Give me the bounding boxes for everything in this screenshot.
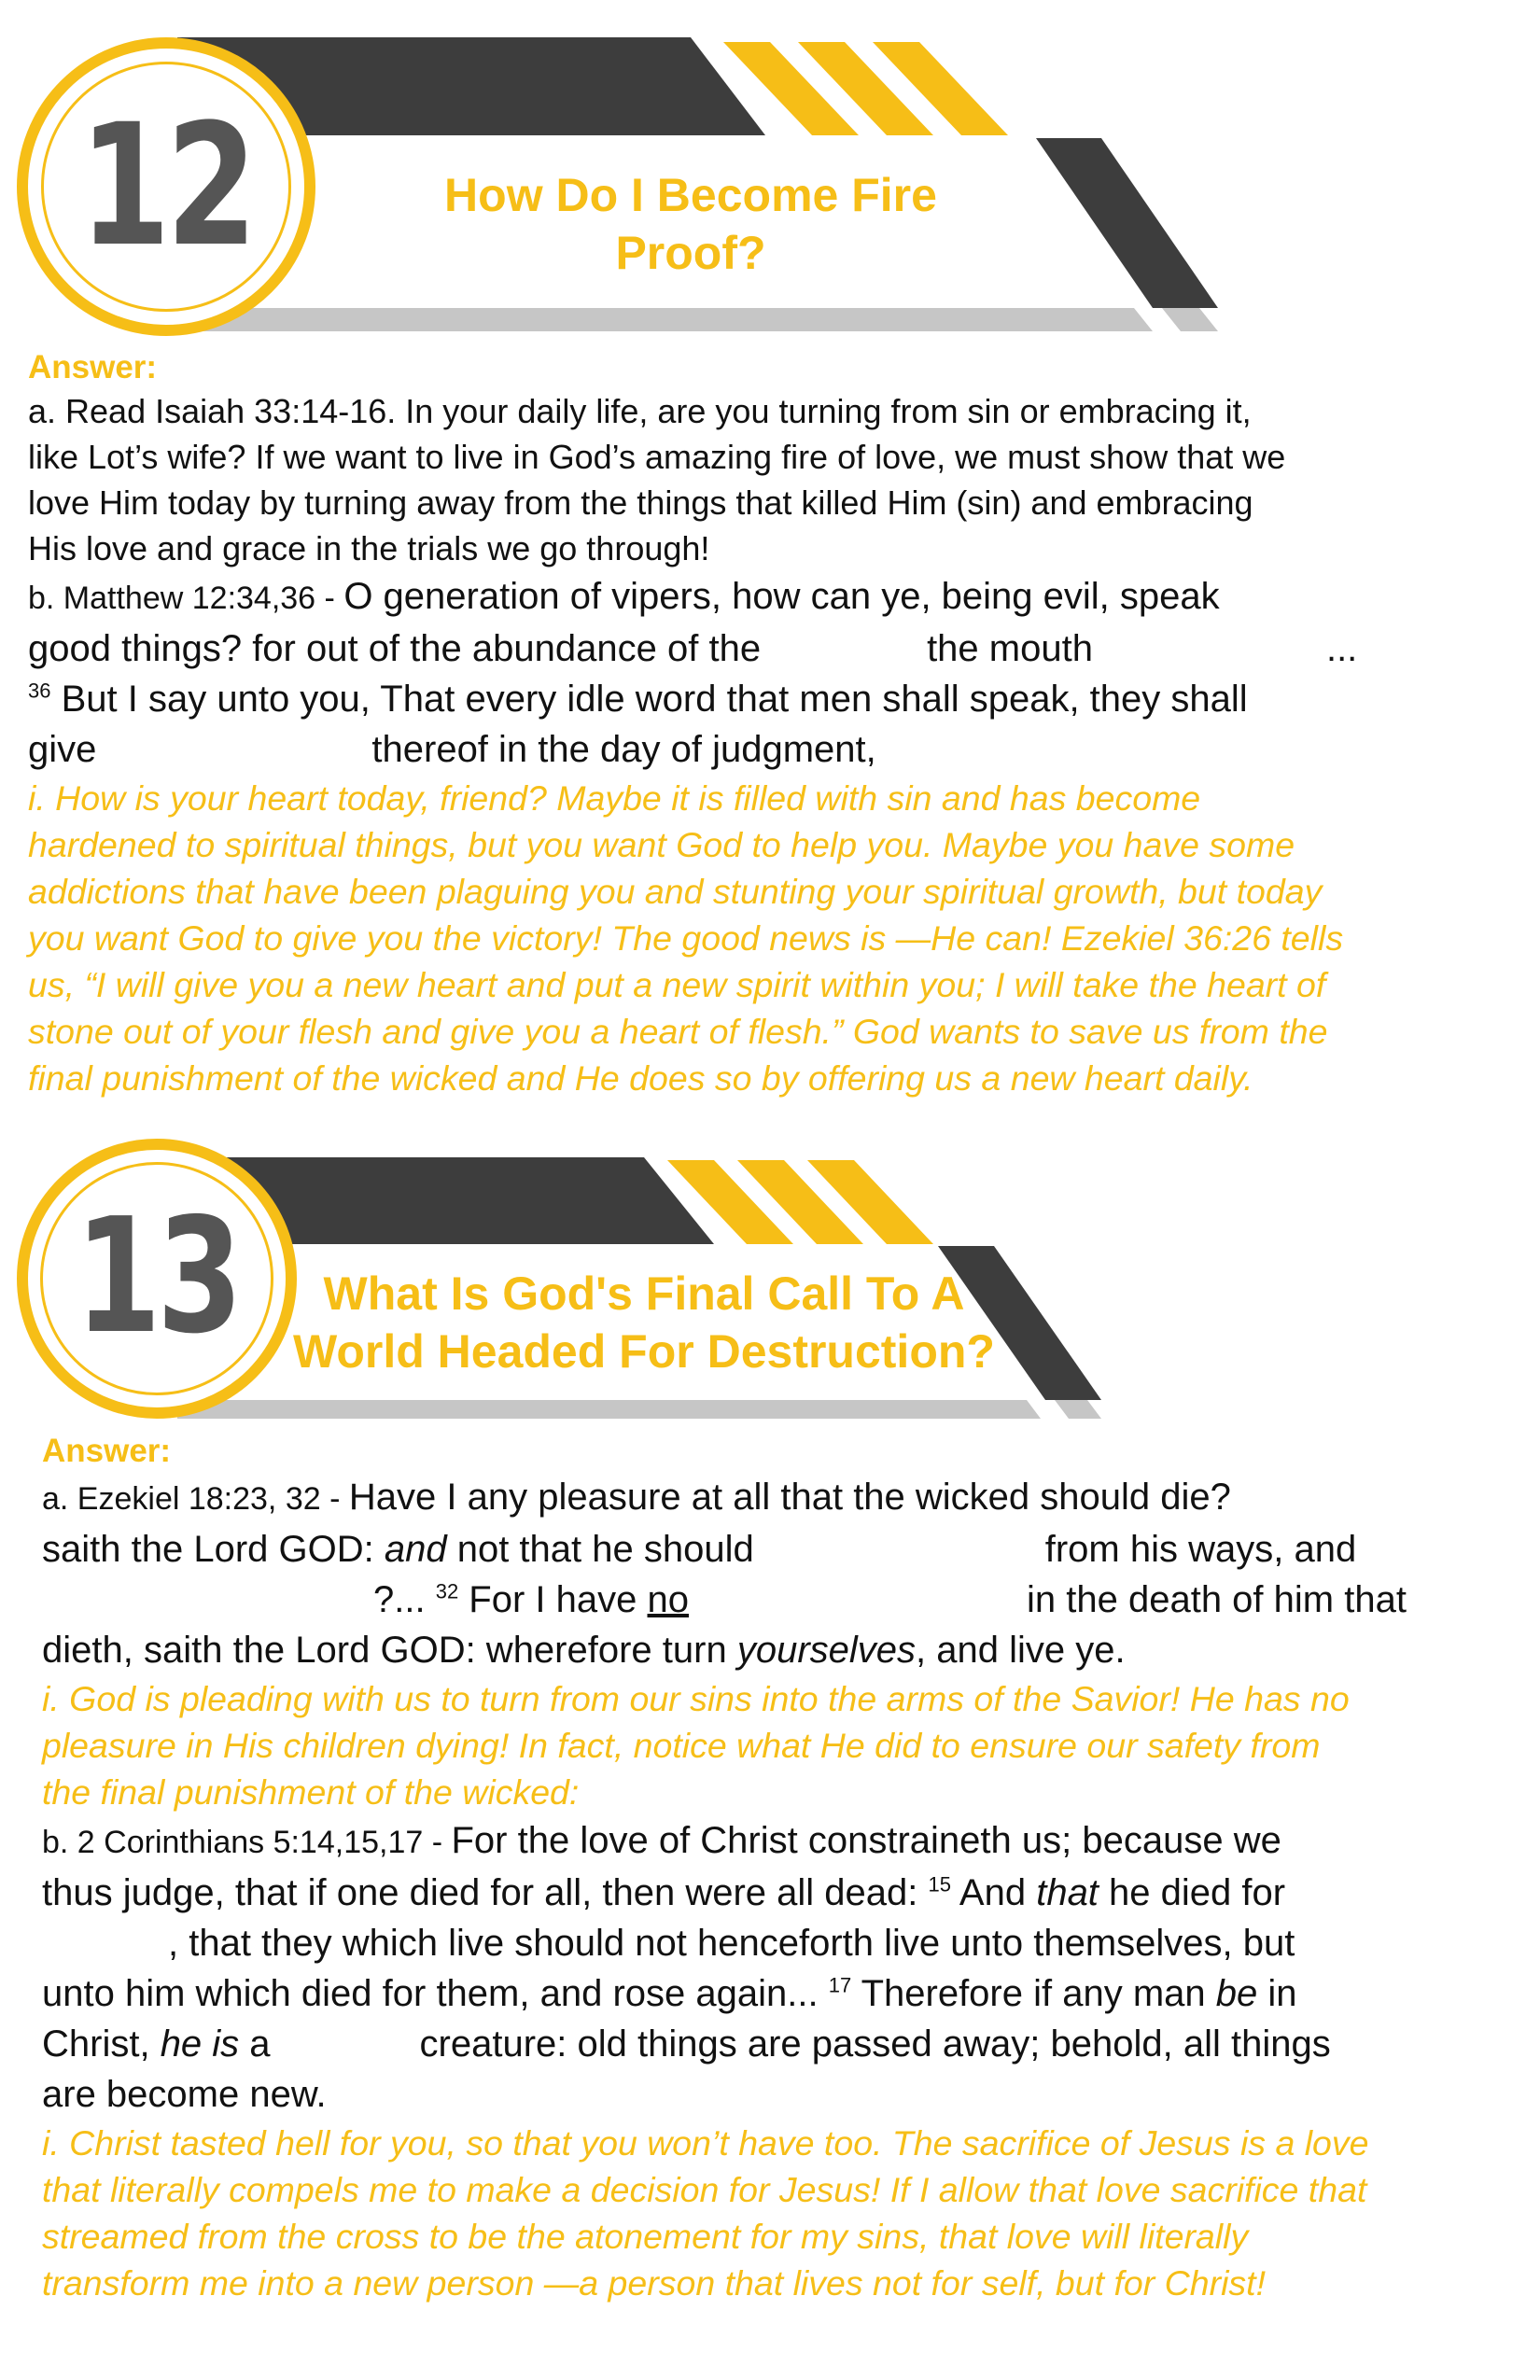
answer-13-b-line-5: Christ, he is a creature: old things are passed away; behold, all things xyxy=(42,2023,1331,2065)
answer-13-a-line-4: dieth, saith the Lord GOD: wherefore turn yourselves, and live ye. xyxy=(42,1630,1126,1671)
question-number-12: 12 xyxy=(78,89,254,284)
commentary-12-line-2: hardened to spiritual things, but you want God to help you. Maybe you have some xyxy=(28,825,1295,864)
verse-number: 15 xyxy=(928,1872,951,1897)
verse-number: 17 xyxy=(828,1973,852,1997)
commentary-12-line-4: you want God to give you the victory! The good news is —He can! Ezekiel 36:26 tells xyxy=(28,918,1344,958)
scripture-ref-ezekiel: a. Ezekiel 18:23, 32 - xyxy=(42,1481,349,1517)
commentary-12 xyxy=(28,775,1521,1101)
answer-12-b-line-2: good things? for out of the abundance of the the mouth ... xyxy=(28,628,1358,669)
question-title-13 xyxy=(271,1265,1017,1380)
question-number-13: 13 xyxy=(75,1184,239,1369)
answer-13-b-line-3: , that they which live should not henceforth live unto themselves, but xyxy=(168,1923,1295,1964)
commentary-13-first-line-2: pleasure in His children dying! In fact, notice what He did to ensure our safety from xyxy=(42,1726,1321,1765)
answer-13-b-line-4: unto him which died for them, and rose again... $^{17}$ Therefore if any man be in xyxy=(42,1973,1297,2014)
question-title-12 xyxy=(336,166,1045,282)
answer-12-a-line-4: His love and grace in the trials we go through! xyxy=(28,529,710,567)
commentary-13-first-line-3: the final punishment of the wicked: xyxy=(42,1772,580,1812)
scripture-ref-matthew: b. Matthew 12:34,36 - xyxy=(28,581,344,616)
commentary-12-line-6: stone out of your flesh and give you a heart of flesh.” God wants to save us from the xyxy=(28,1012,1328,1051)
question-title-13-line1: What Is God's Final Call To A xyxy=(323,1267,965,1320)
answer-13-b-line-2: thus judge, that if one died for all, then were all dead: $^{15}$ And that he died for xyxy=(42,1872,1286,1913)
scripture-ref-corinthians: b. 2 Corinthians 5:14,15,17 - xyxy=(42,1825,452,1860)
answer-13-a-line-3: ?... $^{32}$ For I have no in the death of him that xyxy=(373,1579,1407,1620)
commentary-13-first xyxy=(42,1675,1535,1815)
commentary-13-second-line-4: transform me into a new person —a person that lives not for self, but for Christ! xyxy=(42,2263,1266,2303)
answer-12-b-line-1: b. Matthew 12:34,36 - O generation of vipers, how can ye, being evil, speak xyxy=(28,576,1220,617)
answer-13-a-line-1: a. Ezekiel 18:23, 32 - Have I any pleasure at all that the wicked should die? xyxy=(42,1477,1231,1518)
answer-13-a-line-2: saith the Lord GOD: and not that he should from his ways, and xyxy=(42,1529,1357,1570)
answer-12-b-line-4: give thereof in the day of judgment, xyxy=(28,729,876,770)
commentary-12-line-3: addictions that have been plaguing you and stunting your spiritual growth, but today xyxy=(28,872,1323,911)
answer-12-a-line-3: love Him today by turning away from the things that killed Him (sin) and embracing xyxy=(28,483,1253,522)
answer-12-a-line-1: a. Read Isaiah 33:14-16. In your daily life, are you turning from sin or embracing it, xyxy=(28,392,1252,430)
answer-13-b-line-1: b. 2 Corinthians 5:14,15,17 - For the love of Christ constraineth us; because we xyxy=(42,1820,1281,1861)
question-12-banner xyxy=(0,0,1540,355)
answer-12-b-line-3: $^{36}$ But I say unto you, That every idle word that men shall speak, they shall xyxy=(28,679,1248,720)
answer-block-13 xyxy=(42,1431,1535,2306)
commentary-13-second-line-3: streamed from the cross to be the atonement for my sins, that love will literally xyxy=(42,2217,1249,2256)
commentary-12-line-1: i. How is your heart today, friend? Maybe it is filled with sin and has become xyxy=(28,778,1201,818)
question-title-13-line2: World Headed For Destruction? xyxy=(293,1325,995,1378)
question-title-12-line1: How Do I Become Fire xyxy=(444,169,937,221)
commentary-12-line-7: final punishment of the wicked and He does so by offering us a new heart daily. xyxy=(28,1058,1253,1098)
commentary-12-line-5: us, “I will give you a new heart and put a new spirit within you; I will take the heart of xyxy=(28,965,1326,1004)
answer-label-13: Answer: xyxy=(42,1433,172,1469)
verse-number: 36 xyxy=(28,679,51,703)
commentary-13-second xyxy=(42,2120,1535,2306)
answer-12-a-line-2: like Lot’s wife? If we want to live in God’s amazing fire of love, we must show that we xyxy=(28,438,1286,476)
commentary-13-second-line-1: i. Christ tasted hell for you, so that you won’t have too. The sacrifice of Jesus is a love xyxy=(42,2123,1369,2163)
verse-number: 32 xyxy=(435,1579,459,1603)
question-title-12-line2: Proof? xyxy=(615,227,766,279)
commentary-13-first-line-1: i. God is pleading with us to turn from our sins into the arms of the Savior! He has no xyxy=(42,1679,1350,1718)
answer-label-12: Answer: xyxy=(28,349,158,385)
answer-block-12 xyxy=(28,347,1521,1101)
answer-13-b-line-6: are become new. xyxy=(42,2074,327,2115)
commentary-13-second-line-2: that literally compels me to make a decision for Jesus! If I allow that love sacrifice that xyxy=(42,2170,1367,2209)
